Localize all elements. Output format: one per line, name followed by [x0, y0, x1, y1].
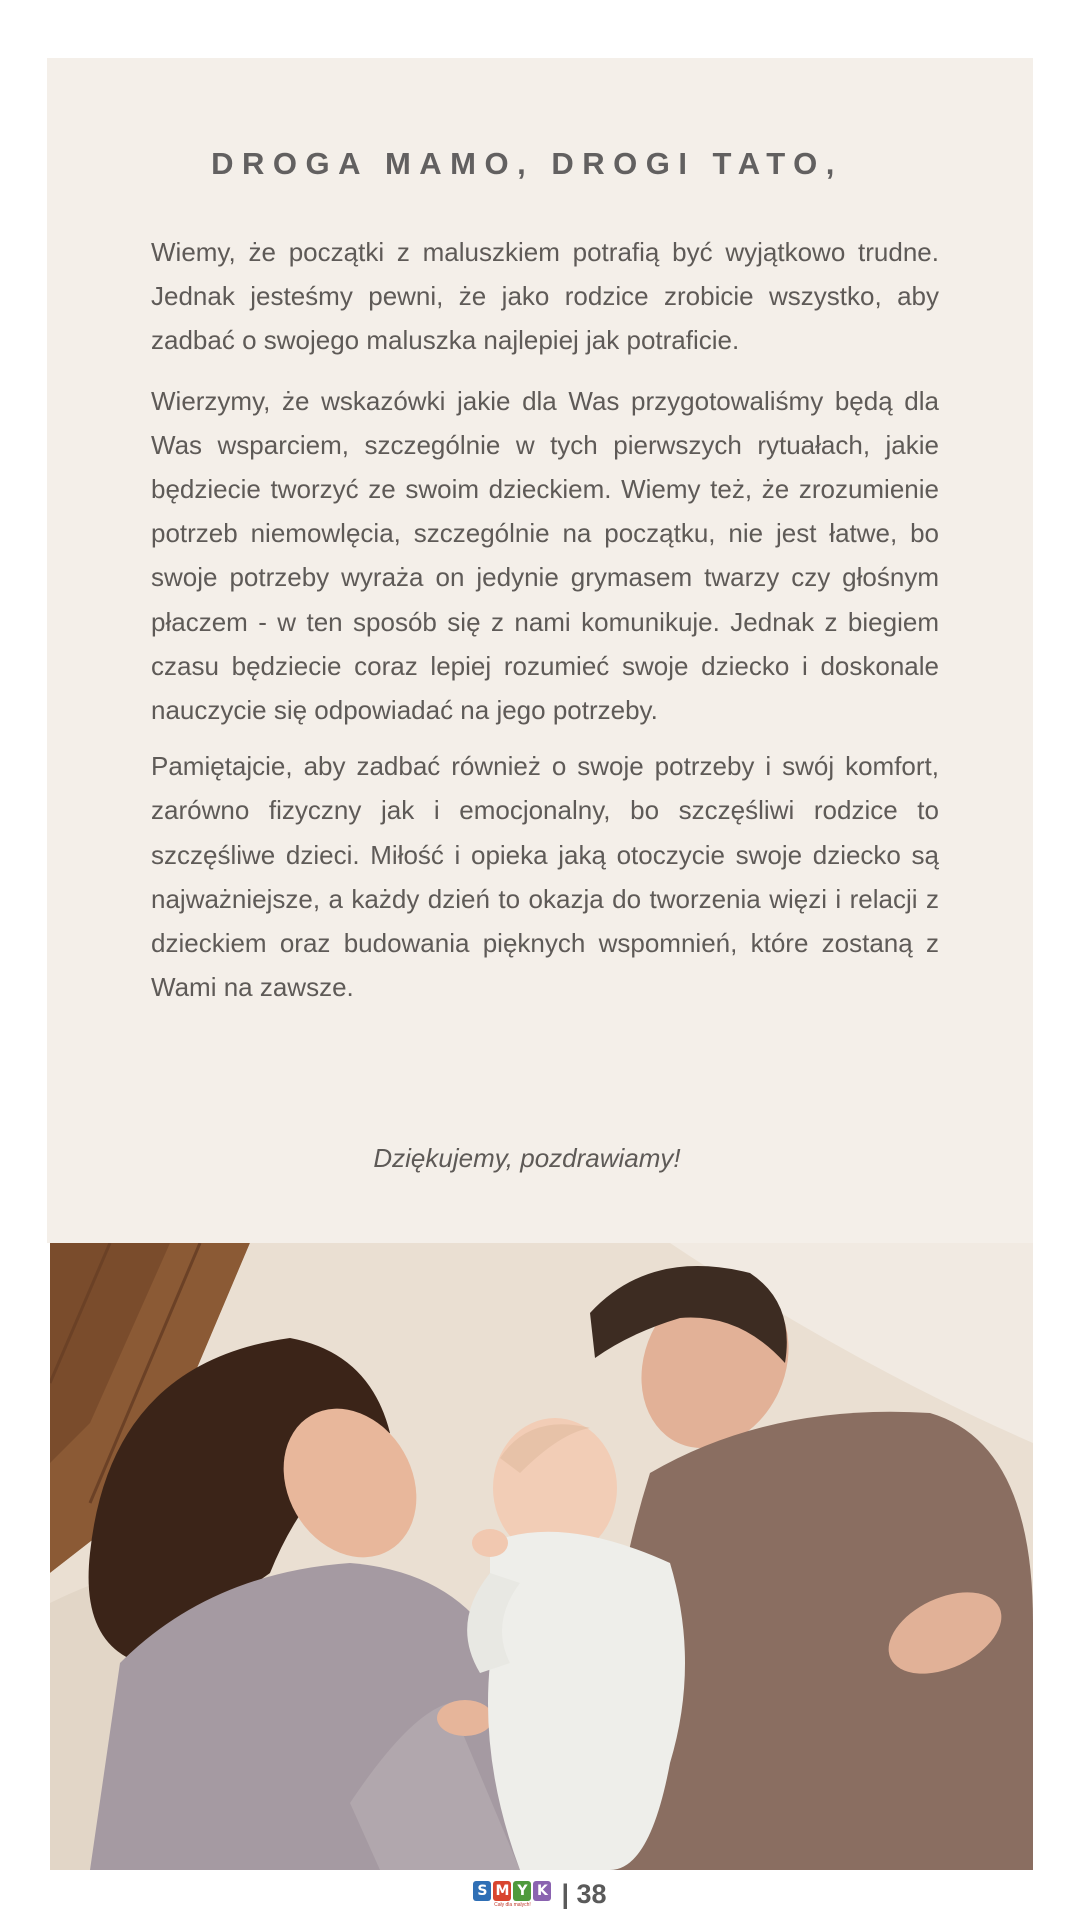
- family-photo: [50, 1243, 1033, 1870]
- brand-logo: [473, 1881, 551, 1908]
- page-title: DROGA MAMO, DROGI TATO,: [211, 146, 843, 181]
- logo-block-k: K: [533, 1881, 551, 1901]
- logo-block-s: S: [473, 1881, 491, 1901]
- paragraph-1: Wiemy, że początki z maluszkiem potrafią być wyjątkowo trudne. Jednak jesteśmy pewni, że jako rodzice zrobicie wszystko, aby zadbać o swojego maluszka najlepiej jak potraficie.: [151, 237, 939, 356]
- paragraph-3: Pamiętajcie, aby zadbać również o swoje potrzeby i swój komfort, zarówno fizyczny jak i emocjonalny, bo szczęśliwi rodzice to szczęśliwe dzieci. Miłość i opieka jaką otoczycie swoje dziecko są najważniejsze, a każdy dzień to okazja do tworzenia więzi i relacji z dzieckiem oraz budowania pięknych wspomnień, które zostaną z Wami na zawsze.: [151, 751, 939, 1003]
- logo-tagline: Cały dla malych!: [494, 1901, 531, 1908]
- page-footer: [0, 1874, 1080, 1914]
- page-number: | 38: [561, 1878, 607, 1909]
- letter-body: [151, 230, 939, 1009]
- logo-blocks: [473, 1881, 551, 1901]
- closing-signoff: Dziękujemy, pozdrawiamy!: [373, 1143, 681, 1173]
- paragraph-2: Wierzymy, że wskazówki jakie dla Was przygotowaliśmy będą dla Was wsparciem, szczególnie w tych pierwszych rytuałach, jakie będziecie tworzyć ze swoim dzieckiem. Wiemy też, że zrozumienie potrzeb niemowlęcia, szczególnie na początku, nie jest łatwe, bo swoje potrzeby wyraża on jedynie grymasem twarzy czy głośnym płaczem - w ten sposób się z nami komunikuje. Jednak z biegiem czasu będziecie coraz lepiej rozumieć swoje dziecko i doskonale nauczycie się odpowiadać na jego potrzeby.: [151, 385, 939, 726]
- logo-block-y: Y: [513, 1881, 531, 1901]
- logo-block-m: M: [493, 1881, 511, 1901]
- family-illustration: [50, 1243, 1033, 1870]
